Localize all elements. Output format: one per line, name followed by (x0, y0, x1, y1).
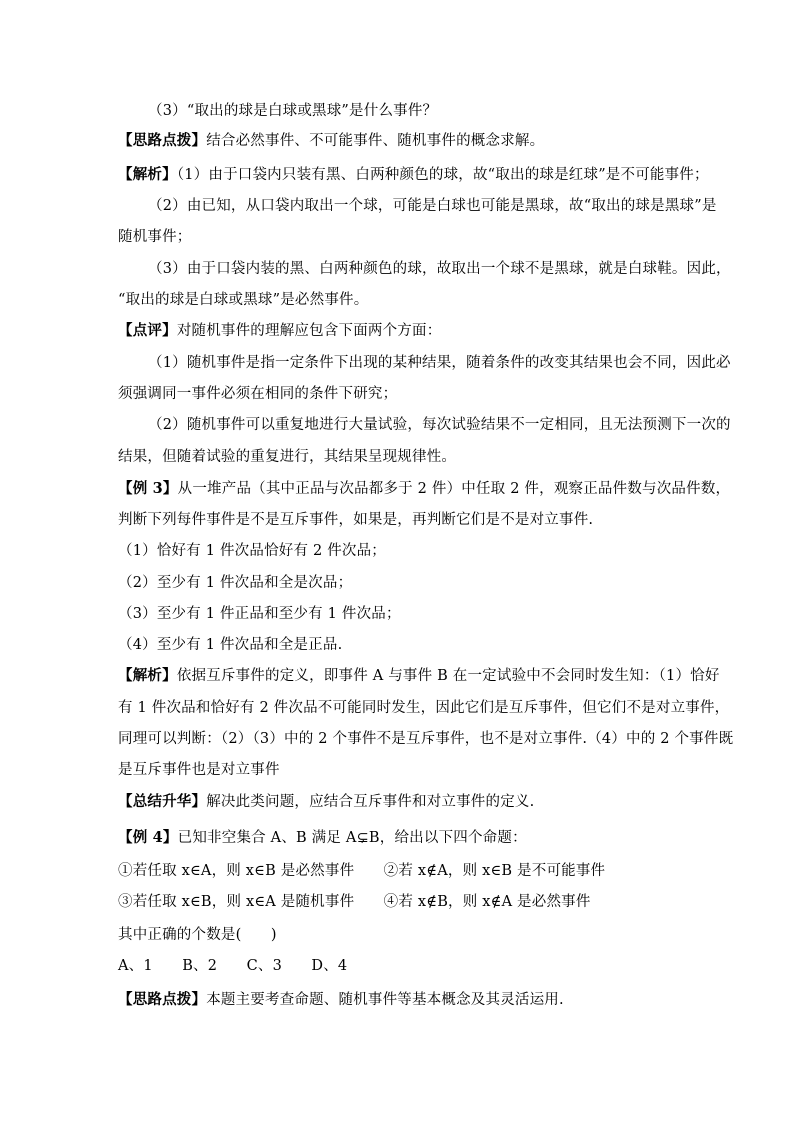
section-tag: 【解析】 (118, 166, 177, 183)
text-line: （2）由已知，从口袋内取出一个球，可能是白球也可能是黑球，故“取出的球是黑球”是 (148, 198, 717, 214)
section-tag: 【例 3】 (118, 480, 178, 497)
proposition-line: ①若任取 x∈A，则 x∈B 是必然事件 ②若 x∉A，则 x∈B 是不可能事件 (118, 863, 606, 879)
section-tag: 【总结升华】 (118, 793, 207, 810)
question-line: 其中正确的个数是( ) (118, 927, 277, 943)
proposition-line: ③若任取 x∈B，则 x∈A 是随机事件 ④若 x∉B，则 x∉A 是必然事件 (118, 894, 591, 910)
list-item: （3）至少有 1 件正品和至少有 1 件次品； (118, 606, 401, 622)
text-line: 判断下列每件事件是不是互斥事件，如果是，再判断它们是不是对立事件. (118, 512, 594, 528)
summary-paragraph: 【总结升华】解决此类问题，应结合互斥事件和对立事件的定义. (118, 793, 535, 810)
section-tag: 【点评】 (118, 322, 177, 339)
question-part-3: （3）“取出的球是白球或黑球”是什么事件？ (148, 103, 438, 119)
text-line: （2）随机事件可以重复地进行大量试验，每次试验结果不一定相同，且无法预测下一次的 (148, 417, 731, 433)
hint-paragraph: 【思路点拨】结合必然事件、不可能事件、随机事件的概念求解。 (118, 132, 545, 149)
section-tag: 【思路点拨】 (118, 132, 207, 149)
section-tag: 【解析】 (118, 667, 177, 684)
text-line: 随机事件； (118, 229, 192, 245)
text-line: 结果，但随着试验的重复进行，其结果呈现规律性。 (118, 449, 457, 465)
solution-paragraph: 【解析】依据互斥事件的定义，即事件 A 与事件 B 在一定试验中不会同时发生知：（1）恰好 (118, 667, 720, 684)
text-line: “取出的球是白球或黑球”是必然事件。 (118, 292, 369, 308)
comment-paragraph: 【点评】对随机事件的理解应包含下面两个方面： (118, 322, 442, 339)
text-line: 有 1 件次品和恰好有 2 件次品不可能同时发生，因此它们是互斥事件，但它们不是对立事件， (118, 700, 730, 716)
list-item: （1）恰好有 1 件次品恰好有 2 件次品； (118, 543, 387, 559)
list-item: （4）至少有 1 件次品和全是正品. (118, 637, 343, 653)
text-line: （3）由于口袋内装的黑、白两种颜色的球，故取出一个球不是黑球，就是白球鞋。因此， (148, 261, 731, 277)
answer-choices: A、1 B、2 C、3 D、4 (118, 958, 348, 974)
text-line: （1）随机事件是指一定条件下出现的某种结果，随着条件的改变其结果也会不同，因此必 (148, 355, 731, 371)
text-line: 是互斥事件也是对立事件 (118, 762, 280, 778)
list-item: （2）至少有 1 件次品和全是次品； (118, 575, 353, 591)
text-line: 须强调同一事件必须在相同的条件下研究； (118, 386, 398, 402)
solution-paragraph: 【解析】（1）由于口袋内只装有黑、白两种颜色的球，故“取出的球是红球”是不可能事件； (118, 166, 709, 183)
text-line: 同理可以判断：（2）（3）中的 2 个事件不是互斥事件，也不是对立事件.（4）中的 2 个事件既 (118, 731, 734, 747)
section-tag: 【例 4】 (118, 829, 178, 846)
section-tag: 【思路点拨】 (118, 991, 207, 1008)
hint-paragraph: 【思路点拨】本题主要考查命题、随机事件等基本概念及其灵活运用. (118, 991, 564, 1008)
example-3-heading: 【例 3】从一堆产品（其中正品与次品都多于 2 件）中任取 2 件，观察正品件数与次品件数， (118, 480, 731, 497)
example-4-heading: 【例 4】已知非空集合 A、B 满足 A⊊B，给出以下四个命题： (118, 829, 527, 846)
